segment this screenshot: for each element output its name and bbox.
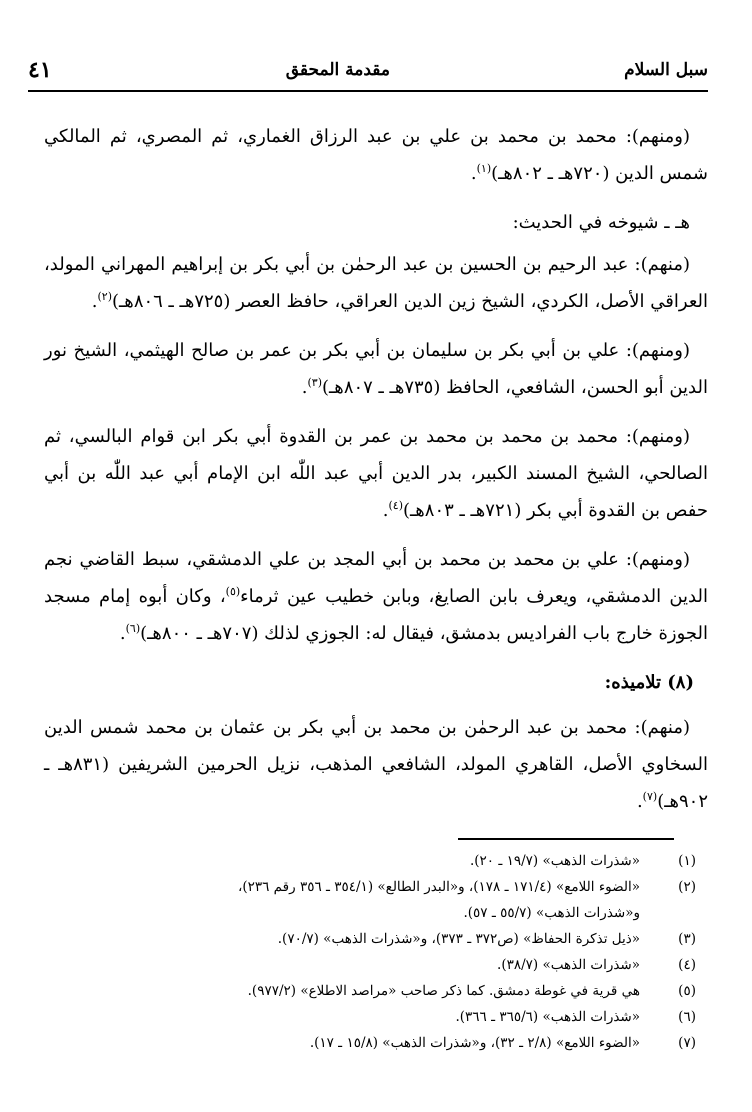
subheading-hadith-teachers: هـ ـ شيوخه في الحديث: — [512, 212, 690, 233]
footnote-ref-2: (٢) — [97, 290, 113, 303]
main-text — [44, 118, 708, 825]
footnote-ref-7: (٧) — [642, 790, 658, 803]
paragraph-2: (منهم): عبد الرحيم بن الحسين بن عبد الرحمٰن بن أبي بكر بن إبراهيم المهراني المولد، العراقي الأصل، الكردي، الشيخ زين الدين العراقي، حافظ العصر (٧٢٥هـ ـ ٨٠٦هـ)$^{(٢)}$. — [44, 254, 708, 312]
footnote-2: (٢) «الضوء اللامع» (١٧١/٤ ـ ١٧٨)، و«البدر الطالع» (٣٥٤/١ ـ ٣٥٦ رقم ٢٣٦)، — [238, 879, 696, 895]
footnote-divider — [458, 838, 674, 840]
running-header — [28, 52, 708, 88]
footnote-3: (٣) «ذيل تذكرة الحفاظ» (ص٣٧٢ ـ ٣٧٣)، و«شذرات الذهب» (٧٠/٧). — [277, 931, 696, 947]
footnote-ref-6: (٦) — [125, 622, 141, 635]
footnote-7: (٧) «الضوء اللامع» (٢/٨ ـ ٣٢)، و«شذرات الذهب» (١٥/٨ ـ ١٧). — [309, 1035, 696, 1051]
footnote-ref-4: (٤) — [388, 499, 403, 512]
paragraph-4: (ومنهم): محمد بن محمد بن محمد بن عمر بن القدوة أبي بكر ابن قوام البالسي، ثم الصالحي، الشيخ المسند الكبير، بدر الدين أبي عبد اللّٰه ابن الإمام أبي عبد اللّٰه بن أبي حفص بن القدوة أبي بكر (٧٢١هـ ـ ٨٠٣هـ)$^{(٤)}$. — [44, 426, 708, 521]
footnotes — [50, 848, 696, 1056]
paragraph-1: (ومنهم): محمد بن محمد بن علي بن عبد الرزاق الغماري، ثم المصري، ثم المالكي شمس الدين (٧٢٠هـ ـ ٨٠٢هـ)$^{(١)}$. — [44, 126, 708, 184]
header-divider — [28, 90, 708, 92]
paragraph-5: (ومنهم): علي بن محمد بن محمد بن أبي المجد بن علي الدمشقي، سبط القاضي نجم الدين الدمشقي، ويعرف بابن الصايغ، وبابن خطيب عين ثرماء$^{(٥)}$، وكان أبوه إمام مسجد الجوزة خارج باب الفراديس بدمشق، فيقال له: الجوزي لذلك (٧٠٧هـ ـ ٨٠٠هـ)$^{(٦)}$. — [44, 549, 708, 644]
book-title: سبل السلام — [624, 60, 708, 80]
footnote-ref-1: (١) — [476, 162, 492, 175]
footnote-6: (٦) «شذرات الذهب» (٣٦٥/٦ ـ ٣٦٦). — [455, 1009, 696, 1025]
paragraph-3: (ومنهم): علي بن أبي بكر بن سليمان بن أبي بكر بن عمر بن صالح الهيثمي، الشيخ نور الدين أبو الحسن، الشافعي، الحافظ (٧٣٥هـ ـ ٨٠٧هـ)$^{(٣)}$. — [44, 340, 708, 398]
footnote-ref-5: (٥) — [225, 585, 241, 598]
paragraph-6: (منهم): محمد بن عبد الرحمٰن بن محمد بن أبي بكر بن عثمان بن محمد شمس الدين السخاوي الأصل، القاهري المولد، الشافعي المذهب، نزيل الحرمين الشريفين (٨٣١هـ ـ ٩٠٢هـ)$^{(٧)}$. — [44, 717, 708, 812]
footnote-2-continuation: و«شذرات الذهب» (٥٥/٧ ـ ٥٧). — [463, 905, 640, 921]
footnote-5: (٥) هي قرية في غوطة دمشق. كما ذكر صاحب «مراصد الاطلاع» (٩٧٧/٢). — [247, 983, 696, 999]
footnote-1: (١) «شذرات الذهب» (١٩/٧ ـ ٢٠). — [469, 853, 696, 869]
section-title: مقدمة المحقق — [285, 60, 390, 80]
footnote-ref-3: (٣) — [307, 376, 323, 389]
page-number: ٤١ — [28, 57, 52, 83]
section-heading-students: (٨) تلاميذه: — [604, 672, 694, 693]
footnote-4: (٤) «شذرات الذهب» (٣٨/٧). — [497, 957, 696, 973]
